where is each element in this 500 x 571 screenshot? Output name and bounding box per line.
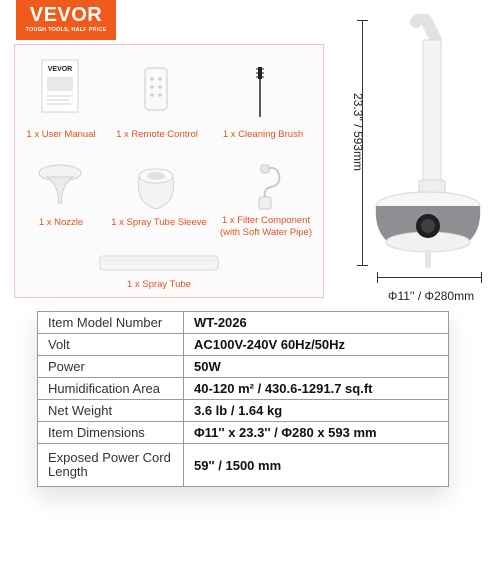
table-row (38, 422, 449, 444)
filter-component-icon (247, 163, 291, 211)
spec-key: Item Model Number (38, 312, 184, 334)
spec-value: AC100V-240V 60Hz/50Hz (184, 334, 449, 356)
spec-key: Volt (38, 334, 184, 356)
brand-tagline: TOUGH TOOLS, HALF PRICE (25, 27, 107, 33)
diameter-dimension-line (377, 277, 481, 278)
spec-key: Net Weight (38, 400, 184, 422)
accessory-label-remote-control: 1 x Remote Control (116, 129, 198, 140)
accessory-label-user-manual: 1 x User Manual (26, 129, 96, 140)
brand-logo (16, 0, 116, 40)
accessories-panel (14, 44, 324, 298)
accessory-label-spray-tube: 1 x Spray Tube (127, 279, 191, 290)
diameter-dimension-label: Φ11'' / Φ280mm (387, 289, 475, 303)
spec-key: Exposed Power Cord Length (38, 444, 184, 487)
diameter-dimension-cap-left (377, 272, 378, 283)
spec-value: WT-2026 (184, 312, 449, 334)
specifications-table (37, 311, 449, 487)
diameter-dimension-cap-right (481, 272, 482, 283)
manual-icon (41, 59, 79, 113)
spec-value: Φ11'' x 23.3'' / Φ280 x 593 mm (184, 422, 449, 444)
table-row (38, 356, 449, 378)
height-dimension-label: 23.3'' / 593mm (351, 93, 365, 171)
height-dimension-cap-top (357, 20, 368, 21)
spray-tube-sleeve-icon (131, 163, 181, 211)
table-row (38, 400, 449, 422)
accessory-label-nozzle: 1 x Nozzle (38, 217, 84, 228)
spec-key: Power (38, 356, 184, 378)
table-row (38, 444, 449, 487)
spec-key: Item Dimensions (38, 422, 184, 444)
table-row (38, 334, 449, 356)
table-row (38, 378, 449, 400)
spec-key: Humidification Area (38, 378, 184, 400)
accessory-label-filter-component: 1 x Filter Component (with Soft Water Pipe) (219, 215, 313, 238)
accessory-label-cleaning-brush: 1 x Cleaning Brush (222, 129, 304, 140)
spec-value: 3.6 lb / 1.64 kg (184, 400, 449, 422)
spec-value: 50W (184, 356, 449, 378)
nozzle-icon (37, 163, 83, 205)
accessory-label-spray-tube-sleeve: 1 x Spray Tube Sleeve (111, 217, 207, 228)
spec-value: 59'' / 1500 mm (184, 444, 449, 487)
manual-brand: VEVOR (47, 66, 73, 73)
table-row (38, 312, 449, 334)
spec-value: 40-120 m² / 430.6-1291.7 sq.ft (184, 378, 449, 400)
spray-tube-icon (99, 253, 219, 273)
brand-name: VEVOR (29, 4, 103, 26)
humidifier-product-image (370, 14, 486, 270)
remote-control-icon (144, 67, 168, 111)
height-dimension-cap-bottom (357, 265, 368, 266)
cleaning-brush-icon (253, 67, 267, 119)
